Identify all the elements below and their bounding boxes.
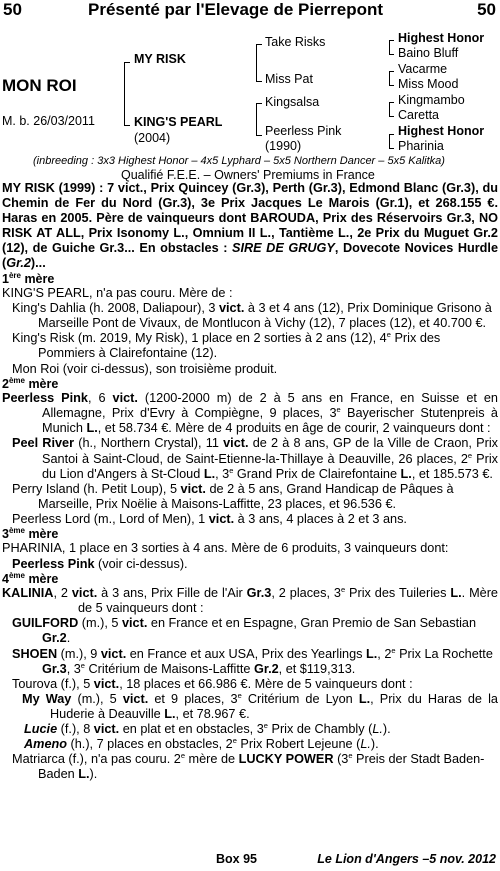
section-heading-third-dam: 3ème mère	[2, 525, 59, 541]
produce-entry: King's Dahlia (h. 2008, Daliapour), 3 vict. à 3 et 4 ans (12), Prix Dominique Grisono à Marseille Pont de Vivaux, de Montlucon à Vichy (12), 7 places (12), et 40.700 €.	[12, 301, 492, 331]
sire-name: MY RISK	[134, 52, 186, 66]
bracket-line	[389, 85, 394, 86]
bracket-line	[389, 40, 390, 55]
bracket-line	[256, 135, 262, 136]
bracket-line	[124, 62, 125, 126]
sire-dam: Miss Pat	[265, 72, 313, 86]
produce-entry: King's Risk (m. 2019, My Risk), 1 place en 2 sorties à 2 ans (12), 4e Prix des Pommiers à Clairefontaine (12).	[12, 330, 441, 361]
bracket-line	[389, 148, 394, 149]
bracket-line	[389, 54, 394, 55]
ancestor-g3: Vacarme	[398, 62, 448, 76]
bracket-line	[256, 103, 262, 104]
ancestor-g3: Kingmambo	[398, 93, 465, 107]
produce-entry: Peerless Lord (m., Lord of Men), 1 vict. à 3 ans, 4 places à 2 et 3 ans.	[12, 511, 407, 526]
bracket-line	[389, 71, 390, 86]
produce-entry: Peerless Pink (voir ci-dessus).	[12, 556, 188, 571]
third-dam-intro: PHARINIA, 1 place en 3 sorties à 4 ans. Mère de 6 produits, 3 vainqueurs dont:	[2, 541, 449, 556]
produce-entry: Tourova (f.), 5 vict., 18 places et 66.986 €. Mère de 5 vainqueurs dont :	[12, 676, 413, 691]
ancestor-g3: Highest Honor	[398, 31, 485, 45]
bracket-line	[389, 71, 394, 72]
bracket-line	[389, 134, 394, 135]
ancestor-g3: Highest Honor	[398, 124, 485, 138]
sire-paragraph: MY RISK (1999) : 7 vict., Prix Quincey (Gr.3), Perth (Gr.3), Edmond Blanc (Gr.3), du Chemin de Fer du Nord (Gr.3), 3e Prix Jacques Le Marois (Gr.1), et 268.155 €. Haras en 2005. Père de vainqueurs dont BAROUDA, Prix des Réservoirs Gr.3, NO RISK AT ALL, Prix Isonomy L., Omnium II L., Tantième L., 2e Prix du Muguet Gr.2 (12), de Guiche Gr.3... En obstacles : SIRE DE GRUGY, Dovecote Novices Hurdle (Gr.2)...	[2, 181, 499, 271]
bracket-line	[256, 81, 262, 82]
horse-name: MON ROI	[2, 76, 77, 95]
page-title: Présenté par l'Elevage de Pierrepont	[88, 0, 384, 19]
page-number-left: 50	[3, 0, 22, 19]
produce-entry: My Way (m.), 5 vict. et 9 places, 3e Critérium de Lyon L., Prix du Haras de la Huderie à Deauville L., et 78.967 €.	[22, 690, 498, 721]
produce-entry: Matriarca (f.), n'a pas couru. 2e mère de LUCKY POWER (3e Preis der Stadt Baden-Baden L.).	[12, 750, 485, 782]
first-dam-intro: KING'S PEARL, n'a pas couru. Mère de :	[2, 286, 233, 301]
ancestor-g3: Miss Mood	[398, 77, 459, 91]
bracket-line	[389, 134, 390, 149]
produce-entry: SHOEN (m.), 9 vict. en France et aux USA, Prix des Yearlings L., 2e Prix La Rochette Gr.3, 3e Critérium de Maisons-Laffitte Gr.2, et $119,313.	[12, 645, 493, 676]
produce-entry: Ameno (h.), 7 places en obstacles, 2e Prix Robert Lejeune (L.).	[24, 735, 379, 752]
page-number-right: 50	[477, 0, 496, 19]
produce-entry: Peel River (h., Northern Crystal), 11 vict. de 2 à 8 ans, GP de la Ville de Craon, Prix Santoi à Saint-Cloud, de Saint-Etienne-la-Thillaye à Deauville, 26 places, 2e Prix du Lion d'Angers à St-Cloud L., 3e Grand Prix de Clairefontaine L., et 185.573 €.	[12, 436, 499, 481]
produce-entry: GUILFORD (m.), 5 vict. en France et en Espagne, Gran Premio de San Sebastian Gr.2.	[12, 616, 477, 646]
section-heading-fourth-dam: 4ème mère	[2, 570, 59, 586]
produce-entry: Lucie (f.), 8 vict. en plat et en obstacles, 3e Prix de Chambly (L.).	[24, 720, 391, 736]
bracket-line	[389, 102, 394, 103]
bracket-line	[389, 116, 394, 117]
dam-sire: Kingsalsa	[265, 95, 320, 109]
bracket-line	[256, 44, 257, 82]
bracket-line	[389, 102, 390, 117]
produce-entry: Mon Roi (voir ci-dessus), son troisième produit.	[12, 361, 278, 376]
ancestor-g3: Baino Bluff	[398, 46, 459, 60]
dam-dam-year: (1990)	[265, 139, 302, 153]
section-heading-first-dam: 1ère mère	[2, 270, 55, 286]
second-dam-entry: Peerless Pink, 6 vict. (1200-2000 m) de 2 à 5 ans en France, en Suisse et en Allemagne, Prix d'Evry à Compiègne, 9 places, 3e Bayerischer Stutenpreis à Munich L., et 58.734 €. Mère de 4 produits en âge de courir, 2 vainqueurs dont :	[2, 391, 498, 436]
bracket-line	[124, 62, 130, 63]
sire-sire: Take Risks	[265, 35, 326, 49]
dam-name: KING'S PEARL	[134, 115, 223, 129]
inbreeding-note: (inbreeding : 3x3 Highest Honor – 4x5 Lyphard – 5x5 Northern Dancer – 5x5 Kalitka)	[33, 155, 445, 167]
horse-link: SIRE DE GRUGY	[232, 241, 335, 256]
ancestor-g3: Caretta	[398, 108, 439, 122]
bracket-line	[389, 40, 394, 41]
catalogue-body	[2, 181, 498, 782]
bracket-line	[124, 125, 130, 126]
sale-info: Le Lion d'Angers –5 nov. 2012	[317, 852, 496, 866]
horse-details: M. b. 26/03/2011	[2, 114, 95, 128]
section-heading-second-dam: 2ème mère	[2, 375, 59, 391]
fourth-dam-entry: KALINIA, 2 vict. à 3 ans, Prix Fille de l'Air Gr.3, 2 places, 3e Prix des Tuileries L.. Mère de 5 vainqueurs dont :	[2, 584, 498, 616]
ancestor-g3: Pharinia	[398, 139, 444, 153]
box-number: Box 95	[216, 852, 257, 866]
dam-dam: Peerless Pink	[265, 124, 342, 138]
bracket-line	[256, 103, 257, 136]
produce-entry: Perry Island (h. Petit Loup), 5 vict. de 2 à 5 ans, Grand Handicap de Pâques à Marseille, Prix Noëlie à Maisons-Laffitte, 23 places, et 96.536 €.	[12, 481, 454, 511]
bracket-line	[256, 44, 262, 45]
qualification-note: Qualifié F.E.E. – Owners' Premiums in France	[121, 168, 375, 182]
dam-year: (2004)	[134, 131, 171, 145]
